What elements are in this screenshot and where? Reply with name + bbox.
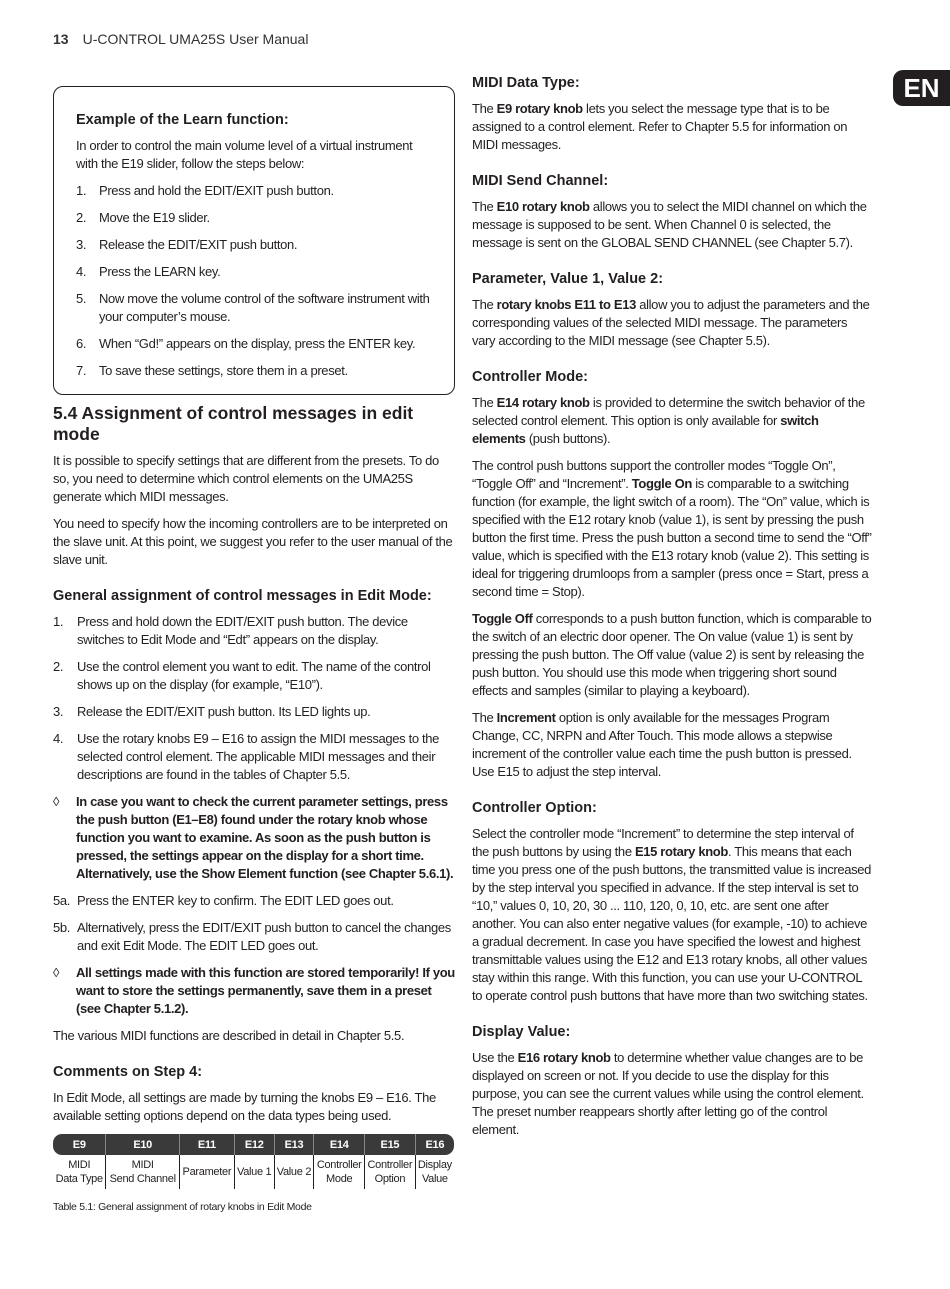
list-item: 7. To save these settings, store them in a preset. <box>76 363 348 378</box>
table-header: E13 <box>275 1134 315 1155</box>
language-tab: EN <box>893 70 950 106</box>
paragraph: Use the E16 rotary knob to determine whether value changes are to be displayed on screen or not. If you decide to use the display for this purpose, you can see the current values while using the control element. The preset number reappears shortly after letting go of the control element. <box>472 1050 864 1137</box>
learn-example-box <box>53 86 455 395</box>
paragraph: It is possible to specify settings that are different from the presets. To do so, you need to determine which control elements on the UMA25S generate which MIDI messages. <box>53 453 439 504</box>
list-item: 3. Release the EDIT/EXIT push button. Its LED lights up. <box>53 704 371 719</box>
controller-option-title: Controller Option: <box>472 800 597 816</box>
table-cell: Controller Mode <box>314 1155 365 1189</box>
paragraph: The E14 rotary knob is provided to determine the switch behavior of the selected control element. This option is only available for switch elements (push buttons). <box>472 395 865 446</box>
controller-mode-title: Controller Mode: <box>472 369 588 385</box>
diamond-icon: ◊ <box>53 794 60 809</box>
list-item: 1. Press and hold the EDIT/EXIT push button. <box>76 183 334 198</box>
page-number: 13 <box>53 31 69 47</box>
paragraph: Toggle Off corresponds to a push button function, which is comparable to the switch of an electric door opener. The On value (value 1) is sent by pressing the push button. The Off value (value 2) is sent by releasing the push button. You should use this mode when triggering short sound effects and samples (similar to playing a keyboard). <box>472 611 872 698</box>
table-cell: MIDI Data Type <box>53 1155 106 1189</box>
left-column <box>53 86 455 1216</box>
note-warning: ◊ All settings made with this function are stored temporarily! If you want to store the settings permanently, save them in a preset (see Chapter 5.1.2). <box>53 965 455 1016</box>
list-item: 5b. Alternatively, press the EDIT/EXIT push button to cancel the changes and exit Edit Mode. The EDIT LED goes out. <box>53 920 451 953</box>
list-item: 2. Use the control element you want to edit. The name of the control shows up on the display (for example, “E10”). <box>53 659 431 692</box>
table-header: E9 <box>53 1134 106 1155</box>
rotary-knob-table <box>53 1134 454 1189</box>
paragraph: In Edit Mode, all settings are made by turning the knobs E9 – E16. The available setting options depend on the data types being used. <box>53 1090 436 1123</box>
learn-steps-list <box>76 182 432 380</box>
paragraph: The rotary knobs E11 to E13 allow you to adjust the parameters and the corresponding values of the selected MIDI message. The parameters vary according to the MIDI message (see Chapter 5.5). <box>472 297 870 348</box>
paragraph: The Increment option is only available for the messages Program Change, CC, NRPN and After Touch. This mode allows a stepwise increment of the controller value each time the push button is pressed. Use E15 to adjust the step interval. <box>472 710 852 779</box>
list-item: 1. Press and hold down the EDIT/EXIT push button. The device switches to Edit Mode and “Edt” appears on the display. <box>53 614 408 647</box>
right-column <box>472 74 872 1148</box>
section-title: 5.4 Assignment of control messages in edit mode <box>53 403 414 444</box>
table-cell: Display Value <box>417 1159 452 1185</box>
table-header: E14 <box>314 1134 365 1155</box>
paragraph: Select the controller mode “Increment” to determine the step interval of the push buttons by using the E15 rotary knob. This means that each time you press one of the push buttons, the transmitted value is increased by the step interval you specified in advance. If the step interval is set to “10,” values 0, 10, 20, 30 ... 110, 120, 0, 10, etc. are sent one after another. You can also enter negative values (for example, -10) to achieve a gradual decrement. In case you have specified the lowest and highest transmittable values using the E12 and E13 rotary knobs, all other values stay within this range. With this function, you can use your U-CONTROL to operate control push buttons that have more than two switching states. <box>472 826 872 1003</box>
table-header: E10 <box>106 1134 179 1155</box>
list-item: 4. Use the rotary knobs E9 – E16 to assign the MIDI messages to the selected control element. The applicable MIDI messages and their descriptions are found in the tables of Chapter 5.5. <box>53 731 440 782</box>
paragraph: The E10 rotary knob allows you to select the MIDI channel on which the message is supposed to be sent. When Channel 0 is selected, the message is sent on the GLOBAL SEND CHANNEL (see Chapter 5.7). <box>472 199 867 250</box>
table-header: E15 <box>365 1134 416 1155</box>
paragraph: The various MIDI functions are described in detail in Chapter 5.5. <box>53 1028 405 1043</box>
paragraph: The control push buttons support the controller modes “Toggle On”, “Toggle Off” and “Increment”. Toggle On is comparable to a switching function (for example, the light switch of a room). The “On” value, which is specified with the E12 rotary knob (value 1), is sent by pressing the push button the first time. Press the push button a second time to send the “Off” value, which is specified with the E13 rotary knob (value 2). This setting is ideal for triggering drumloops from a sampler (press once = Start, press a second time = Stop). <box>472 458 872 599</box>
note-important: ◊ In case you want to check the current parameter settings, press the push button (E1–E8) found under the rotary knob whose function you want to examine. As soon as the push button is pressed, the settings appear on the display for a short time. Alternatively, use the Show Element function (see Chapter 5.6.1). <box>53 794 454 881</box>
diamond-icon: ◊ <box>53 965 60 980</box>
document-title: U-CONTROL UMA25S User Manual <box>82 31 309 47</box>
page-header <box>53 31 308 47</box>
display-value-title: Display Value: <box>472 1024 571 1040</box>
table-cell: Value 1 <box>235 1155 275 1189</box>
paragraph: The E9 rotary knob lets you select the message type that is to be assigned to a control element. Refer to Chapter 5.5 for information on MIDI messages. <box>472 101 848 152</box>
table-caption: Table 5.1: General assignment of rotary knobs in Edit Mode <box>53 1201 312 1213</box>
general-steps-list <box>53 613 455 784</box>
table-row <box>53 1155 454 1189</box>
table-cell: MIDI Send Channel <box>106 1155 179 1189</box>
table-cell: Value 2 <box>275 1155 315 1189</box>
list-item: 5a. Press the ENTER key to confirm. The EDIT LED goes out. <box>53 893 394 908</box>
midi-data-type-title: MIDI Data Type: <box>472 75 580 91</box>
table-header-row <box>53 1134 454 1155</box>
list-item: 5. Now move the volume control of the software instrument with your computer’s mouse. <box>76 291 430 324</box>
list-item: 6. When “Gd!” appears on the display, press the ENTER key. <box>76 336 416 351</box>
table-header: E11 <box>180 1134 235 1155</box>
list-item: 2. Move the E19 slider. <box>76 210 210 225</box>
table-header: E16 <box>416 1134 454 1155</box>
steps-5-list <box>53 892 455 955</box>
learn-example-title: Example of the Learn function: <box>76 112 289 128</box>
general-assignment-title: General assignment of control messages in Edit Mode: <box>53 588 432 604</box>
table-cell: Controller Option <box>365 1155 416 1189</box>
table-header: E12 <box>235 1134 275 1155</box>
paragraph: You need to specify how the incoming controllers are to be interpreted on the slave unit. At this point, we suggest you refer to the user manual of the slave unit. <box>53 516 453 567</box>
list-item: 3. Release the EDIT/EXIT push button. <box>76 237 298 252</box>
list-item: 4. Press the LEARN key. <box>76 264 221 279</box>
table-cell: Parameter <box>180 1155 235 1189</box>
parameter-values-title: Parameter, Value 1, Value 2: <box>472 271 664 287</box>
learn-example-intro: In order to control the main volume level of a virtual instrument with the E19 slider, follow the steps below: <box>76 138 413 171</box>
midi-send-channel-title: MIDI Send Channel: <box>472 173 609 189</box>
comments-title: Comments on Step 4: <box>53 1064 203 1080</box>
